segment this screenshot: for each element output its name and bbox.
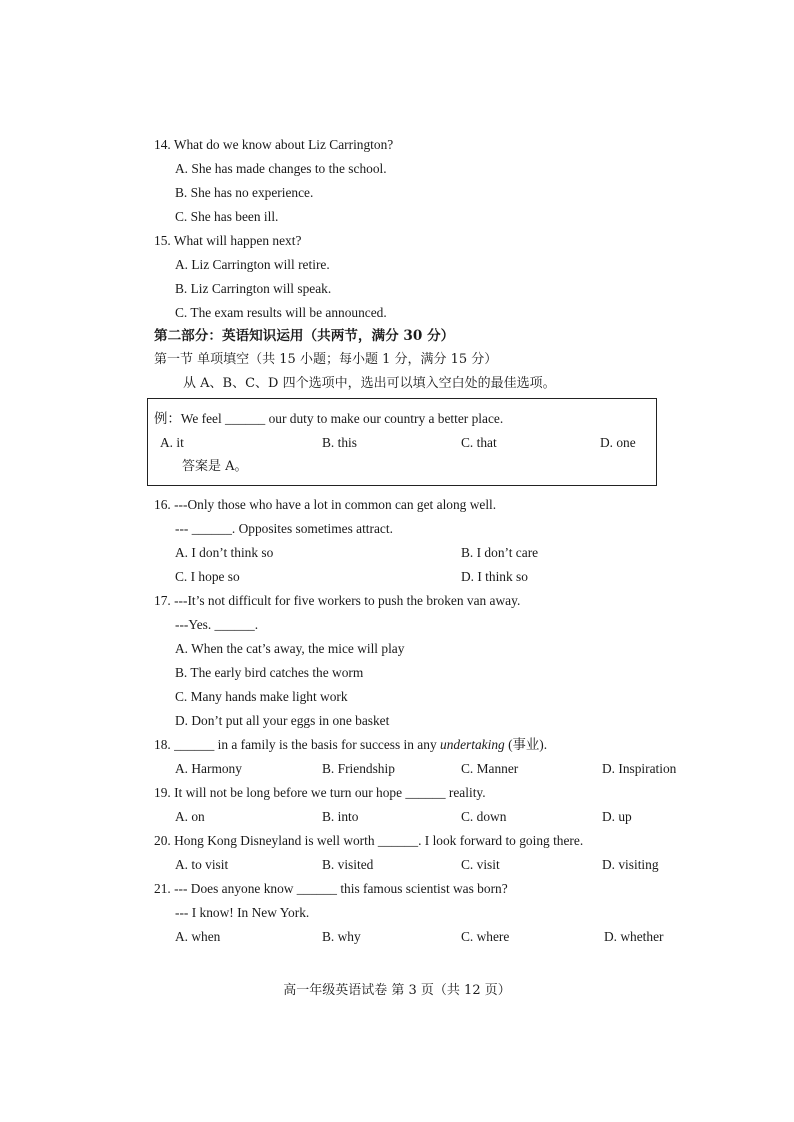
question-21-option-c: C. where: [461, 929, 510, 944]
question-17-option-d: D. Don’t put all your eggs in one basket: [175, 713, 390, 728]
example-option-a: A. it: [160, 435, 184, 450]
question-18-option-c: C. Manner: [461, 761, 519, 776]
question-19-option-a: A. on: [175, 809, 205, 824]
section-one-heading: 第一节 单项填空（共 15 小题；每小题 1 分，满分 15 分）: [154, 352, 498, 367]
page-footer: 高一年级英语试卷 第 3 页（共 12 页）: [283, 983, 511, 998]
question-18-stem: [154, 737, 547, 753]
question-14-option-c: C. She has been ill.: [175, 209, 279, 224]
question-18-option-a: A. Harmony: [175, 761, 242, 776]
question-16-line-1: 16. ---Only those who have a lot in common can get along well.: [154, 497, 497, 512]
question-18-stem-italic: undertaking: [440, 737, 505, 752]
question-20-option-a: A. to visit: [175, 857, 229, 872]
question-15-option-c: C. The exam results will be announced.: [175, 305, 387, 320]
question-20-option-c: C. visit: [461, 857, 500, 872]
question-19-option-d: D. up: [602, 809, 632, 824]
question-19-stem: 19. It will not be long before we turn our hope ______ reality.: [154, 785, 486, 800]
question-16-option-a: A. I don’t think so: [175, 545, 274, 560]
question-20-stem: 20. Hong Kong Disneyland is well worth ______. I look forward to going there.: [154, 833, 584, 848]
section-instruction: 从 A、B、C、D 四个选项中，选出可以填入空白处的最佳选项。: [183, 376, 556, 391]
question-14-option-a: A. She has made changes to the school.: [175, 161, 387, 176]
question-16-line-2: --- ______. Opposites sometimes attract.: [175, 521, 393, 536]
question-15-option-a: A. Liz Carrington will retire.: [175, 257, 330, 272]
question-20-option-d: D. visiting: [602, 857, 659, 872]
question-15-option-b: B. Liz Carrington will speak.: [175, 281, 332, 296]
question-20-option-b: B. visited: [322, 857, 374, 872]
example-stem: 例：We feel ______ our duty to make our country a better place.: [154, 411, 504, 426]
example-option-d: D. one: [600, 435, 636, 450]
question-16-option-c: C. I hope so: [175, 569, 240, 584]
part-two-heading: 第二部分：英语知识运用（共两节，满分 30 分）: [154, 328, 455, 344]
question-21-line-1: 21. --- Does anyone know ______ this famous scientist was born?: [154, 881, 508, 896]
question-18-stem-after: (事业).: [504, 737, 548, 752]
question-14-option-b: B. She has no experience.: [175, 185, 314, 200]
question-15-stem: 15. What will happen next?: [154, 233, 302, 248]
question-14-stem: 14. What do we know about Liz Carrington?: [154, 137, 394, 152]
question-18-option-d: D. Inspiration: [602, 761, 677, 776]
question-18-stem-before: 18. ______ in a family is the basis for success in any: [154, 737, 440, 752]
question-17-option-c: C. Many hands make light work: [175, 689, 348, 704]
question-16-option-b: B. I don’t care: [461, 545, 539, 560]
example-option-c: C. that: [461, 435, 497, 450]
question-17-option-a: A. When the cat’s away, the mice will play: [175, 641, 405, 656]
question-17-line-1: 17. ---It’s not difficult for five workers to push the broken van away.: [154, 593, 521, 608]
question-21-option-d: D. whether: [604, 929, 664, 944]
question-21-option-a: A. when: [175, 929, 221, 944]
example-option-b: B. this: [322, 435, 357, 450]
question-19-option-c: C. down: [461, 809, 507, 824]
question-17-option-b: B. The early bird catches the worm: [175, 665, 364, 680]
question-18-option-b: B. Friendship: [322, 761, 395, 776]
question-21-line-2: --- I know! In New York.: [175, 905, 310, 920]
question-19-option-b: B. into: [322, 809, 359, 824]
example-answer: 答案是 A。: [182, 459, 248, 474]
question-16-option-d: D. I think so: [461, 569, 528, 584]
question-21-option-b: B. why: [322, 929, 361, 944]
question-17-line-2: ---Yes. ______.: [175, 617, 259, 632]
